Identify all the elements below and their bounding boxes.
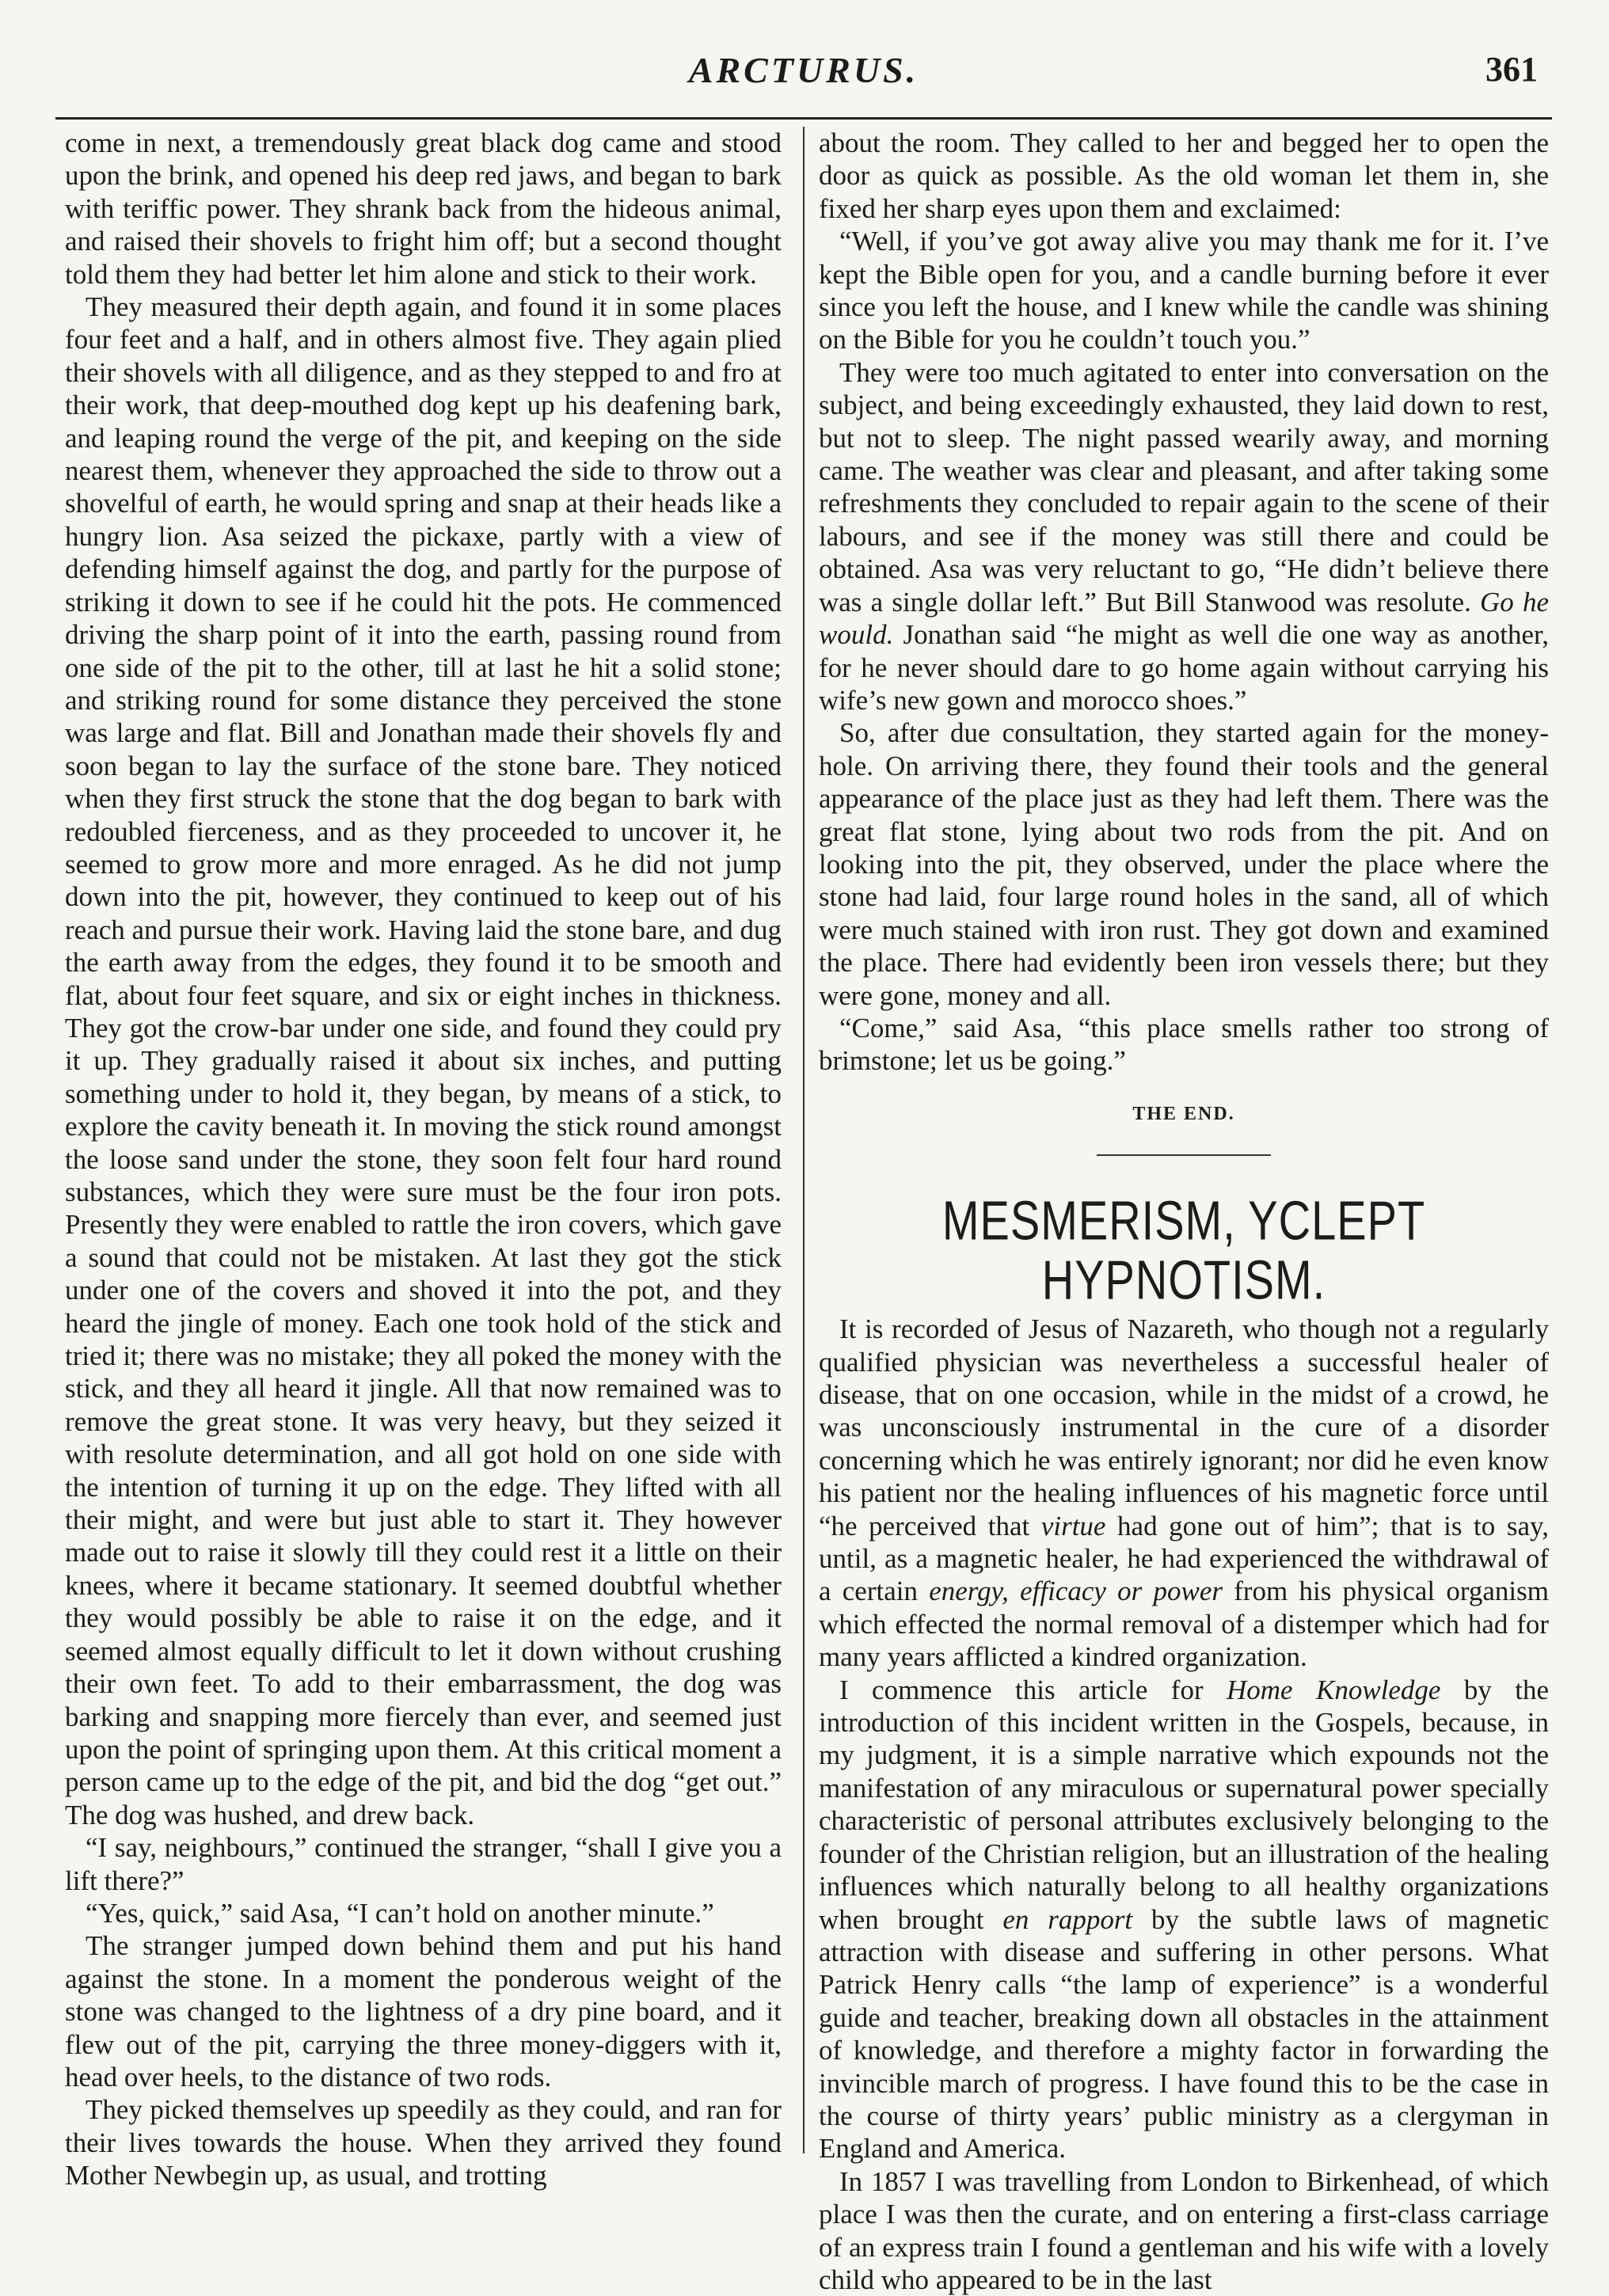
paragraph: about the room. They called to her and begged her to open the door as quick as possible. As the old woman let them in, she fixed her sharp eyes upon them and exclaimed: [819,127,1549,224]
running-title: ARCTURUS. [688,50,919,90]
paragraph-text: by the subtle laws of magnetic attraction with disease and suffering in other persons. What Patrick Henry calls “the lamp of experience” is a wonderful guide and teacher, breaking down all obstacles in the attainment of knowledge, and therefore a mighty factor in forwarding the invincible march of progress. I have found this to be the case in the course of thirty years’ public ministry as a clergyman in England and America. [819,1903,1550,2165]
paragraph: “Yes, quick,” said Asa, “I can’t hold on another minute.” [86,1897,714,1929]
paragraph [819,1313,1549,1673]
italic-text: Go he would. [819,586,1550,651]
section-rule [1097,1154,1271,1156]
paragraph: “Well, if you’ve got away alive you may thank me for it. I’ve kept the Bible open for you, and a candle burning before it ever since you left the house, and I knew while the candle was shining on the Bible for you he couldn’t touch you.” [819,226,1549,355]
paragraph-text: had gone out of him”; that is to say, until, as a magnetic healer, he had experienced the withdrawal of a certain [819,1510,1549,1607]
paragraph: come in next, a tremendously great black dog came and stood upon the brink, and opened his deep red jaws, and began to bark with teriffic power. They shrank back from the hideous animal, and raised their shovels to fright him off; but a second thought told them they had better let him alone and stick to their work. [65,127,782,290]
paragraph-text: Jonathan said “he might as well die one way as another, for he never should dare to go home again without carrying his wife’s new gown and morocco shoes.” [819,619,1549,716]
paragraph: In 1857 I was travelling from London to Birkenhead, of which place I was then the curate, and on entering a first-class carriage of an express train I found a gentleman and his wife with a lovely child who appeared to be in the last [819,2165,1549,2295]
paragraph-text: by the introduction of this incident written in the Gospels, because, in my judgment, it is a simple narrative which expounds not the manifestation of any miraculous or supernatural power specially characteristic of personal attributes exclusively belonging to the founder of the Christian religion, but an illustration of the healing influences which naturally belong to all healthy organizations when brought [819,1674,1550,1935]
paragraph: They measured their depth again, and found it in some places four feet and a half, and in others almost five. They again plied their shovels with all diligence, and as they stepped to and fro at their work, that deep-mouthed dog kept up his deafening bark, and leaping round the verge of the pit, and keeping on the side nearest them, whenever they approached the side to throw out a shovelful of earth, he would spring and snap at their heads like a hungry lion. Asa seized the pickaxe, partly with a view of defending himself against the dog, and partly for the purpose of striking it down to see if he could hit the pots. He commenced driving the sharp point of it into the earth, passing round from one side of the pit to the other, till at last he hit a solid stone; and striking round for some distance they perceived the stone was large and flat. Bill and Jonathan made their shovels fly and soon began to lay the surface of the stone bare. They noticed when they first struck the stone that the dog began to bark with redoubled fierceness, and as they proceeded to uncover it, he seemed to grow more and more enraged. As he did not jump down into the pit, however, they continued to keep out of his reach and pursue their work. Having laid the stone bare, and dug the earth away from the edges, they found it to be smooth and flat, about four feet square, and six or eight inches in thickness. They got the crow-bar under one side, and found they could pry it up. They gradually raised it about six inches, and putting something under to hold it, they began, by means of a stick, to explore the cavity beneath it. In moving the stick round amongst the loose sand under the stone, they soon felt four hard round substances, which they were sure must be the four iron pots. Presently they were enabled to rattle the iron covers, which gave a sound that could not be mistaken. At last they got the stick under one of the covers and shoved it into the pot, and they heard the jingle of money. Each one took hold of the stick and tried it; there was no mistake; they all poked the money with the stick, and they all heard it jingle. All that now remained was to remove the great stone. It was very heavy, but they seized it with resolute determination, and all got hold on one side with the intention of turning it up on the edge. They lifted with all their might, and were but just able to start it. They however made out to raise it slowly till they could rest it a little on their knees, where it became stationary. It seemed doubtful whether they would possibly be able to raise it on the edge, and it seemed almost equally difficult to let it down without crushing their own feet. To add to their embarrassment, the dog was barking and snapping more fiercely than ever, and seemed just upon the point of springing upon them. At this critical moment a person came up to the edge of the pit, and bid the dog “get out.” The dog was hushed, and drew back. [65,291,782,1830]
left-column [65,127,782,2192]
italic-text: en rapport [1002,1903,1133,1935]
paragraph-text: It is recorded of Jesus of Nazareth, who though not a regularly qualified physician was nevertheless a successful healer of disease, that on one occasion, while in the midst of a crowd, he was unconsciously instrumental in the cure of a disorder concerning which he was entirely ignorant; nor did he even know his patient nor the healing influences of his magnetic force until “he perceived that [819,1313,1549,1541]
italic-text: Home Knowledge [1227,1674,1441,1705]
paragraph: They picked themselves up speedily as they could, and ran for their lives towards the house. When they arrived they found Mother Newbegin up, as usual, and trotting [65,2094,782,2191]
article-title: MESMERISM, YCLEPT HYPNOTISM. [941,1188,1426,1311]
paragraph-text: They were too much agitated to enter into conversation on the subject, and being exceedingly exhausted, they laid down to rest, but not to sleep. The night passed wearily away, and morning came. The weather was clear and pleasant, and after taking some refreshments they concluded to repair again to the scene of their labours, and see if the money was still there and could be obtained. Asa was very reluctant to go, “He didn’t believe there was a single dollar left.” But Bill Stanwood was resolute. [819,356,1549,618]
paragraph: The stranger jumped down behind them and put his hand against the stone. In a moment the ponderous weight of the stone was changed to the lightness of a dry pine board, and it flew out of the pit, carrying the three money-diggers with it, head over heels, to the distance of two rods. [65,1930,782,2093]
paragraph-text: I commence this article for [839,1674,1204,1705]
paragraph [819,1674,1549,2165]
page-number: 361 [1485,50,1538,89]
paragraph: “I say, neighbours,” continued the stranger, “shall I give you a lift there?” [65,1832,782,1896]
paragraph: “Come,” said Asa, “this place smells rather too strong of brimstone; let us be going.” [819,1012,1549,1077]
italic-text: energy, efficacy or power [929,1576,1223,1607]
page-header [55,49,1552,97]
italic-text: virtue [1040,1510,1106,1541]
paragraph-text: from his physical organism which effected the normal removal of a distemper which had for many years afflicted a kindred organization. [819,1576,1549,1673]
the-end-marker: THE END. [1132,1103,1235,1124]
right-column [819,127,1549,2296]
paragraph: So, after due consultation, they started again for the money-hole. On arriving there, they found their tools and the general appearance of the place just as they had left them. There was the great flat stone, lying about two rods from the pit. And on looking into the pit, they observed, under the place where the stone had laid, four large round holes in the sand, all of which were much stained with iron rust. They got down and examined the place. There had evidently been iron vessels there; but they were gone, money and all. [819,717,1549,1011]
paragraph [819,356,1549,717]
column-divider [803,127,804,2153]
header-rule [55,117,1552,120]
